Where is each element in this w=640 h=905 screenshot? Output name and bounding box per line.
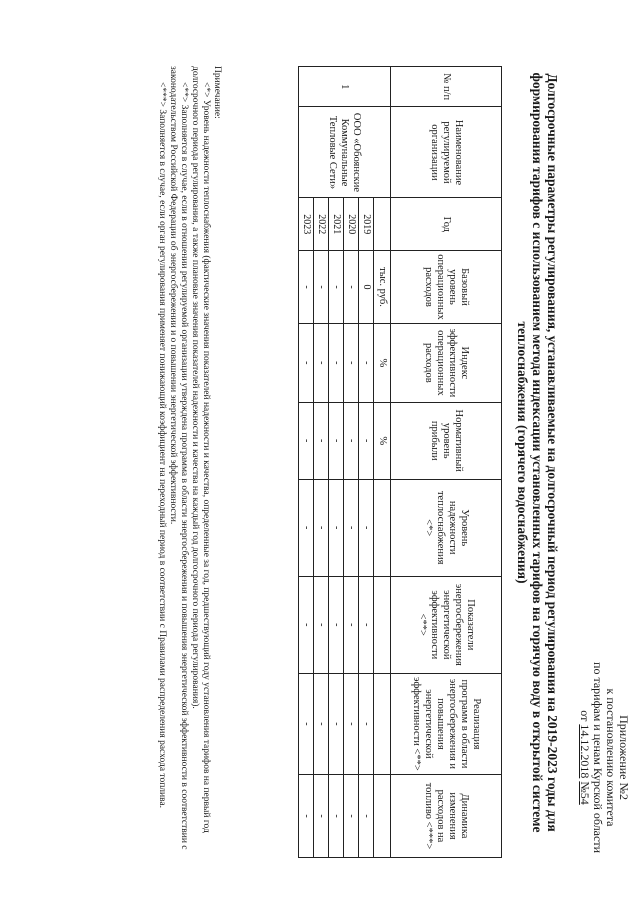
value-cell: - — [359, 673, 374, 774]
organization-cell: ООО «Обоянские Коммунальные Тепловые Сети» — [299, 107, 391, 198]
note-fuel-coefficient: <***> Заполняется в случае, если орган регулирования применяет понижающий коэффициент на переходный период в соответствии с Правилами распределения расхода топлива. — [157, 82, 167, 809]
appendix-line-resolution: к постановлению комитета — [604, 688, 618, 827]
table-units-row — [374, 67, 391, 858]
value-cell: - — [344, 774, 359, 857]
col-header-base-opex: Базовый уровень операционных расходов — [391, 251, 502, 324]
notes-block — [156, 66, 222, 856]
value-cell: - — [329, 576, 344, 673]
year-cell: 2022 — [314, 198, 329, 251]
appendix-line-committee: по тарифам и ценам Курской области — [591, 662, 605, 853]
value-cell: - — [329, 402, 344, 479]
units-cell — [374, 673, 391, 774]
col-header-efficiency-index: Индекс эффективности операционных расходов — [391, 323, 502, 402]
value-cell: - — [299, 479, 314, 576]
units-cell — [374, 774, 391, 857]
units-cell — [374, 198, 391, 251]
value-cell: - — [329, 673, 344, 774]
appendix-block — [578, 662, 630, 853]
units-cell: тыс. руб. — [374, 251, 391, 324]
value-cell: - — [299, 251, 314, 324]
appendix-date: 14.12.2018 — [578, 724, 592, 779]
units-cell — [374, 576, 391, 673]
units-cell — [374, 479, 391, 576]
value-cell: - — [314, 323, 329, 402]
year-cell: 2019 — [359, 198, 374, 251]
notes-heading: Примечание: — [212, 66, 222, 119]
value-cell: - — [329, 774, 344, 857]
units-cell: % — [374, 323, 391, 402]
value-cell: - — [359, 576, 374, 673]
appendix-number: Приложение №2 — [617, 715, 631, 800]
col-header-energy-indicators: Показатели энергосбережения энергетической эффективности <**> — [391, 576, 502, 673]
col-header-fuel-dynamics: Динамика изменения расходов на топливо <***> — [391, 774, 502, 857]
value-cell: - — [299, 323, 314, 402]
row-number-cell: 1 — [299, 67, 391, 107]
value-cell: - — [344, 576, 359, 673]
value-cell: 0 — [359, 251, 374, 324]
note-reliability: <*> Уровень надежности теплоснабжения (фактические значения показателей надежности и качества, определенные за год, предшествующий году установления тарифов на первый год долгосрочного периода регулирования, а также плановые значения показателей надежности и качества на каждый год долгосрочного периода регулирования). — [190, 66, 211, 833]
note-energy-program: <**> Заполняется в случае, если в отношении регулируемой организации утверждена программа в области энергосбережения и повышения энергетической эффективности в соответствии с законодательством Российской Федерации об энергосбережении и о повышении энергетической эффективности. — [168, 66, 189, 850]
table-header-row — [391, 67, 502, 858]
appendix-date-prefix: от — [578, 710, 592, 722]
parameters-table — [298, 66, 502, 858]
value-cell: - — [344, 479, 359, 576]
appendix-doc-number: №54 — [578, 781, 592, 805]
col-header-energy-programs: Реализация программ в области энергосбережения и повышения энергетической эффективности <**> — [391, 673, 502, 774]
value-cell: - — [344, 251, 359, 324]
year-cell: 2020 — [344, 198, 359, 251]
value-cell: - — [344, 323, 359, 402]
value-cell: - — [359, 479, 374, 576]
col-header-organization: Наименование регулируемой организации — [391, 107, 502, 198]
value-cell: - — [359, 323, 374, 402]
value-cell: - — [329, 479, 344, 576]
value-cell: - — [329, 251, 344, 324]
units-cell: % — [374, 402, 391, 479]
appendix-date-line — [578, 662, 591, 853]
value-cell: - — [314, 774, 329, 857]
value-cell: - — [299, 576, 314, 673]
col-header-year: Год — [391, 198, 502, 251]
value-cell: - — [299, 774, 314, 857]
value-cell: - — [314, 673, 329, 774]
col-header-reliability: Уровень надежности теплоснабжения <*> — [391, 479, 502, 576]
year-cell: 2023 — [299, 198, 314, 251]
year-cell: 2021 — [329, 198, 344, 251]
value-cell: - — [299, 673, 314, 774]
value-cell: - — [344, 402, 359, 479]
col-header-profit-level: Нормативный уровень прибыли — [391, 402, 502, 479]
value-cell: - — [359, 774, 374, 857]
value-cell: - — [314, 479, 329, 576]
value-cell: - — [314, 576, 329, 673]
value-cell: - — [359, 402, 374, 479]
value-cell: - — [299, 402, 314, 479]
document-title: Долгосрочные параметры регулирования, устанавливаемые на долгосрочный период регулирования на 2019-2023 годы для формирования тарифов с использованием метода индексации установленных тарифов на горячую воду в открытой системе теплоснабжения (горячего водоснабжения) — [515, 72, 560, 833]
col-header-number: № п/п — [391, 67, 502, 107]
value-cell: - — [344, 673, 359, 774]
value-cell: - — [314, 251, 329, 324]
value-cell: - — [314, 402, 329, 479]
value-cell: - — [329, 323, 344, 402]
